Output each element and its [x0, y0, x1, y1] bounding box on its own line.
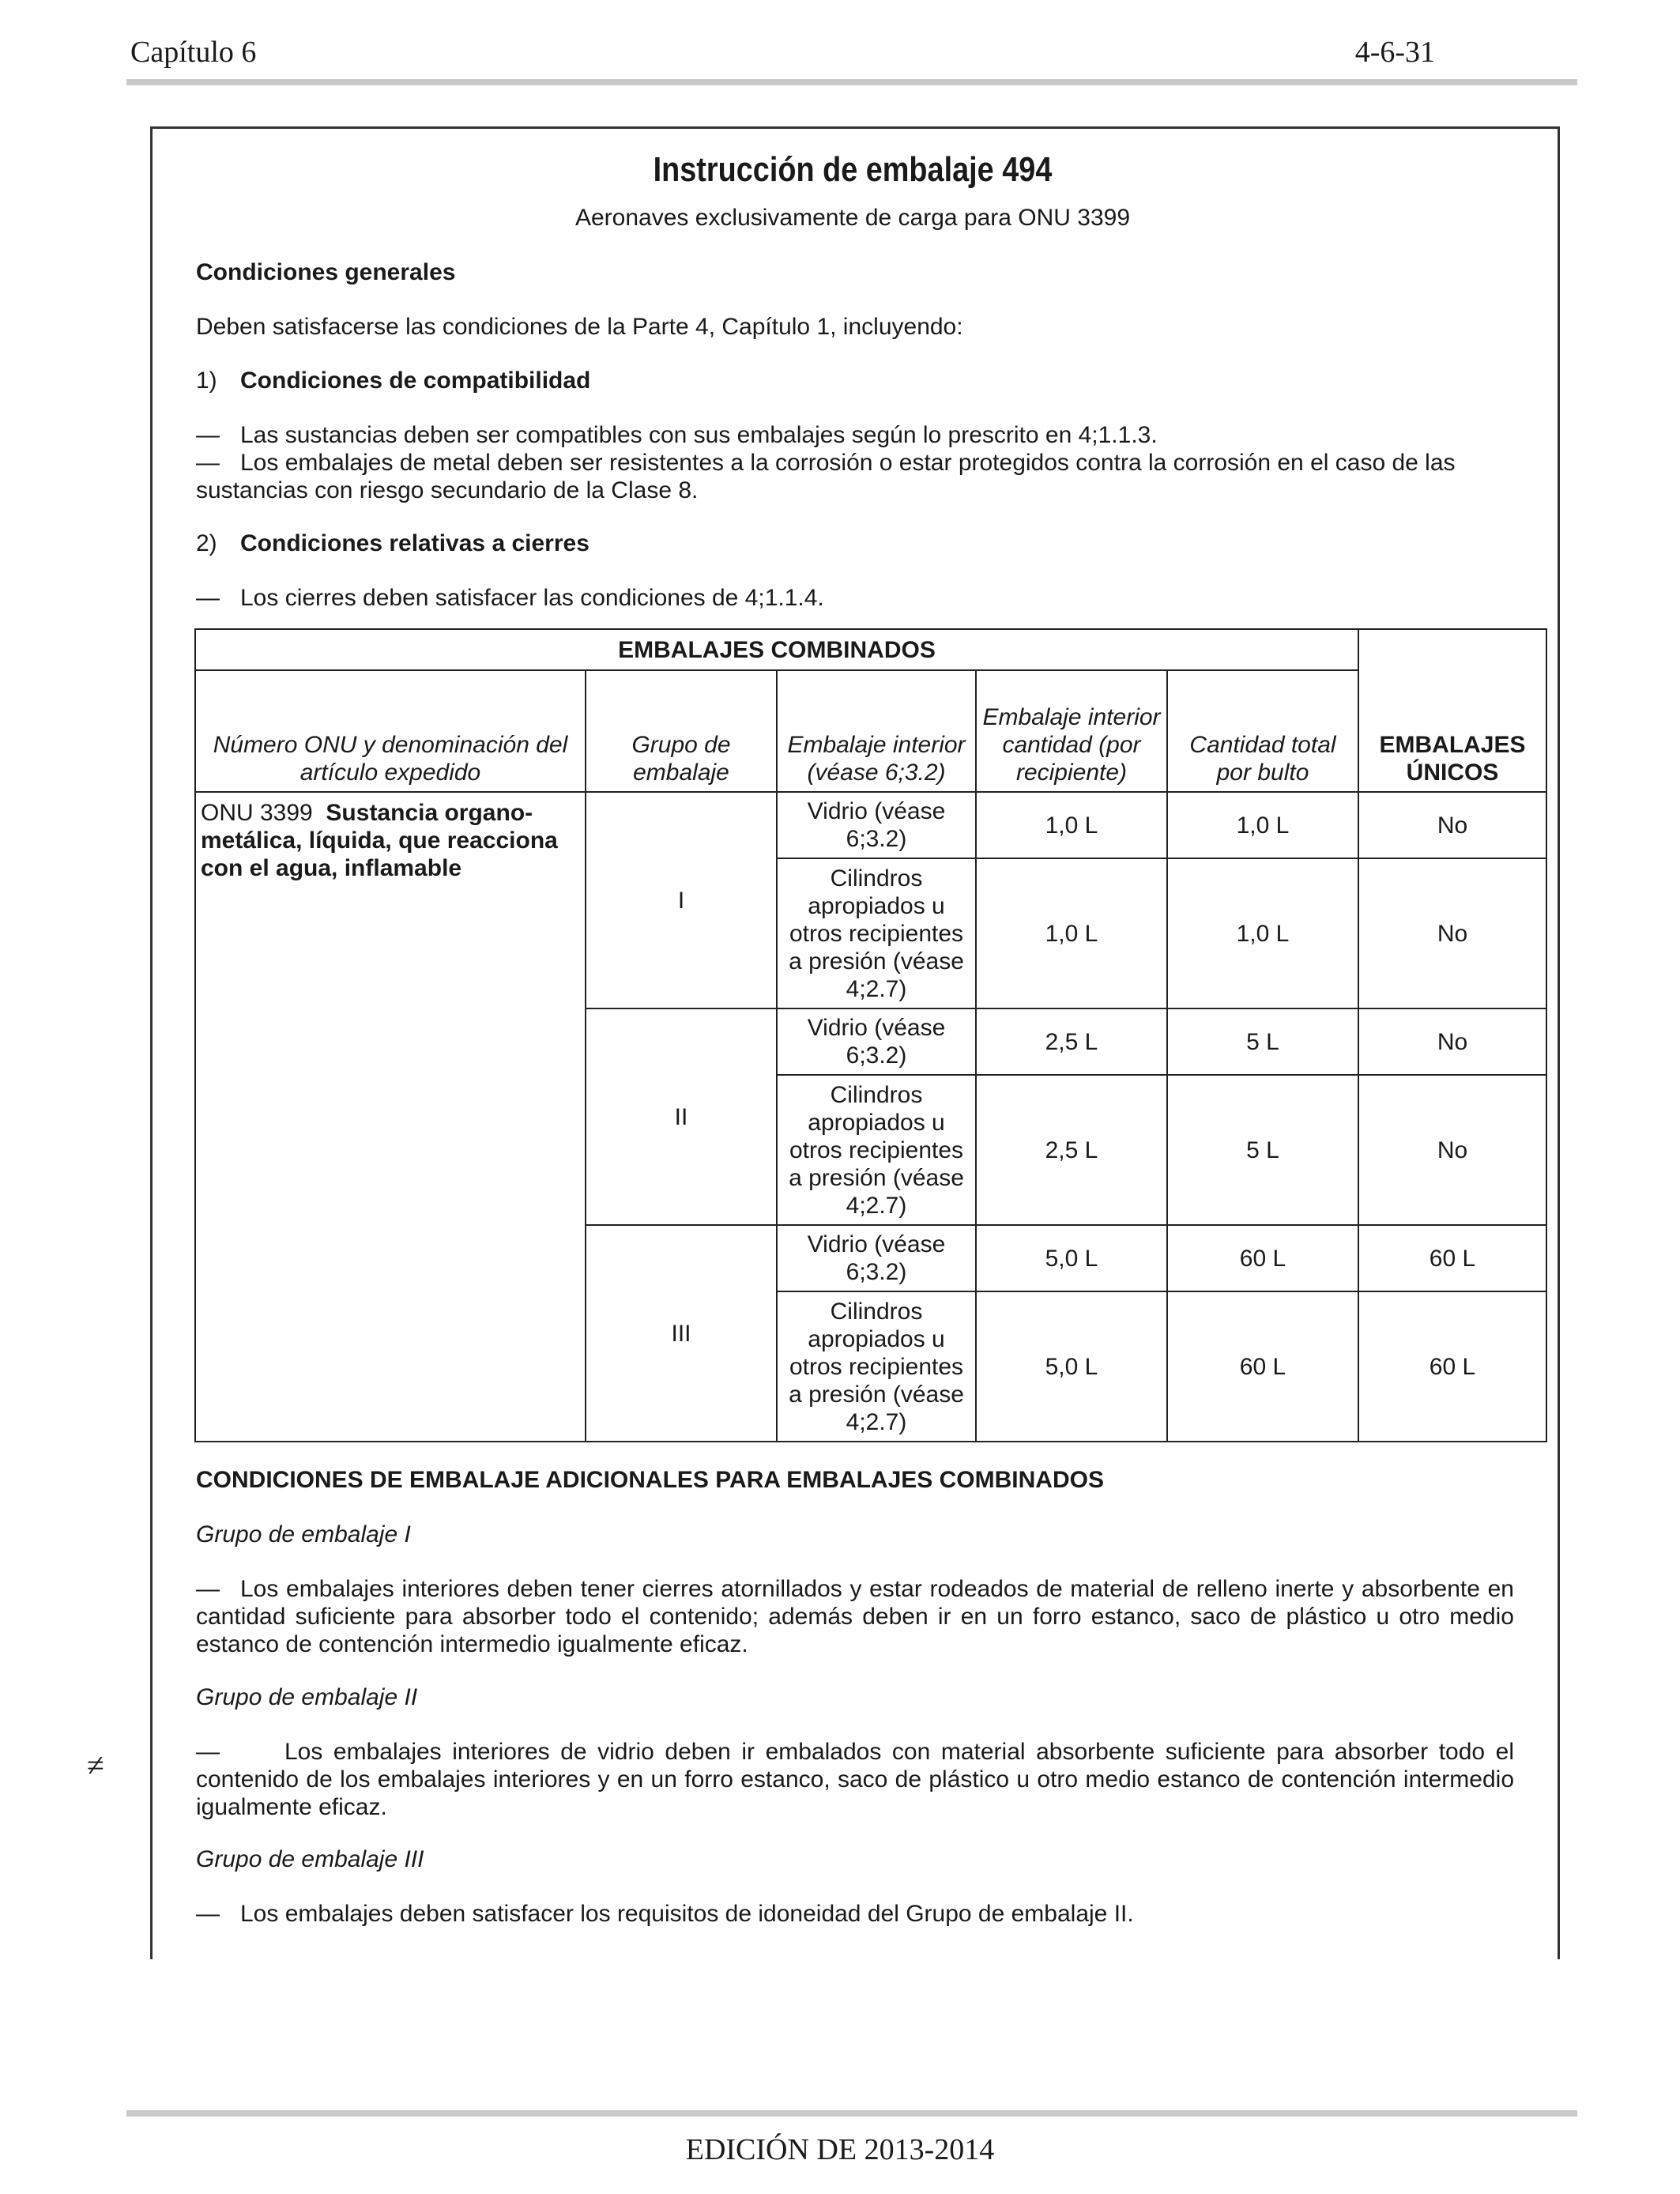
single-cell: No — [1358, 1008, 1546, 1075]
pg1-text: Los embalajes interiores deben tener cierres atornillados y estar rodeados de material de relleno inerte y absorbente en cantidad suficiente para absorber todo el contenido; además deben ir en un forro estanco, saco de plástico u otro medio estanco de contención intermedio igualmente eficaz. — [196, 1576, 1514, 1657]
inner-qty-cell: 1,0 L — [976, 792, 1167, 858]
table-header-row — [195, 629, 1546, 670]
pg2-text: Los embalajes interiores de vidrio deben ir embalados con material absorbente suficiente para absorber todo el contenido de los embalajes interiores y en un forro estanco, saco de plástico u otro medio estanco de contención intermedio igualmente eficaz. — [196, 1739, 1514, 1820]
inner-qty-cell: 2,5 L — [976, 1075, 1167, 1225]
compatibility-heading: Condiciones de compatibilidad — [240, 368, 591, 394]
total-cell: 5 L — [1167, 1008, 1358, 1075]
group-cell: II — [586, 1008, 777, 1225]
inner-cell: Vidrio (véase 6;3.2) — [777, 792, 976, 858]
table-column-header-row — [195, 670, 1546, 792]
chapter-label: Capítulo 6 — [130, 36, 257, 69]
general-conditions-intro: Deben satisfacerse las condiciones de la Parte 4, Capítulo 1, incluyendo: — [196, 314, 963, 340]
total-cell: 1,0 L — [1167, 792, 1358, 858]
em-dash: — — [196, 1739, 220, 1765]
inner-qty-cell: 5,0 L — [976, 1291, 1167, 1442]
closures-text-1: Los cierres deben satisfacer las condiciones de 4;1.1.4. — [240, 585, 824, 611]
single-cell: 60 L — [1358, 1225, 1546, 1291]
compatibility-text-1: Las sustancias deben ser compatibles con sus embalajes según lo prescrito en 4;1.1.3. — [240, 422, 1158, 448]
col-header-un: Número ONU y denominación del artículo expedido — [195, 670, 586, 792]
pg2-paragraph — [196, 1738, 1514, 1821]
closures-heading-line — [196, 530, 1514, 557]
change-mark: ≠ — [87, 1747, 104, 1783]
additional-conditions-heading: CONDICIONES DE EMBALAJE ADICIONALES PARA EMBALAJES COMBINADOS — [196, 1467, 1104, 1493]
page-subtitle: Aeronaves exclusivamente de carga para ONU 3399 — [574, 205, 1131, 231]
inner-qty-cell: 2,5 L — [976, 1008, 1167, 1075]
closures-line-1 — [196, 584, 1514, 612]
total-cell: 5 L — [1167, 1075, 1358, 1225]
combined-packaging-header: EMBALAJES COMBINADOS — [195, 629, 1358, 670]
footer-rule — [126, 2110, 1577, 2117]
em-dash: — — [196, 585, 220, 611]
page-title: Instrucción de embalaje 494 — [653, 150, 1053, 189]
total-cell: 1,0 L — [1167, 858, 1358, 1008]
col-header-total: Cantidad total por bulto — [1167, 670, 1358, 792]
closures-heading: Condiciones relativas a cierres — [240, 530, 590, 556]
em-dash: — — [196, 1901, 220, 1927]
table-row — [195, 792, 1546, 858]
item-number: 2) — [196, 530, 217, 556]
page-number: 4-6-31 — [1354, 36, 1435, 69]
pg3-text: Los embalajes deben satisfacer los requisitos de idoneidad del Grupo de embalaje II. — [240, 1901, 1134, 1927]
em-dash: — — [196, 422, 220, 448]
edition-footer: EDICIÓN DE 2013-2014 — [685, 2133, 995, 2166]
packaging-table — [194, 628, 1547, 1442]
pg3-paragraph — [196, 1900, 1514, 1928]
group-cell: I — [586, 792, 777, 1008]
total-cell: 60 L — [1167, 1225, 1358, 1291]
compatibility-heading-line — [196, 367, 1514, 394]
inner-cell: Vidrio (véase 6;3.2) — [777, 1225, 976, 1291]
pg1-paragraph — [196, 1575, 1514, 1658]
col-header-inner: Embalaje interior (véase 6;3.2) — [777, 670, 976, 792]
header-rule — [126, 79, 1577, 85]
single-cell: 60 L — [1358, 1291, 1546, 1442]
col-header-group: Grupo de embalaje — [586, 670, 777, 792]
un-number: ONU 3399 — [201, 800, 313, 826]
em-dash: — — [196, 1576, 220, 1602]
compatibility-line-1 — [196, 421, 1514, 449]
un-entry-cell — [195, 792, 586, 1442]
group-cell: III — [586, 1225, 777, 1442]
un-name: Sustancia organo-metálica, líquida, que reacciona con el agua, inflamable — [201, 800, 558, 881]
col-header-inner-qty: Embalaje interior cantidad (por recipiente) — [976, 670, 1167, 792]
inner-cell: Cilindros apropiados u otros recipientes a presión (véase 4;2.7) — [777, 1075, 976, 1225]
pg3-heading: Grupo de embalaje III — [196, 1846, 424, 1872]
single-packaging-header: EMBALAJES ÚNICOS — [1358, 629, 1546, 792]
compatibility-line-2 — [196, 449, 1514, 504]
compatibility-text-2: Los embalajes de metal deben ser resistentes a la corrosión o estar protegidos contra la corrosión en el caso de las sustancias con riesgo secundario de la Clase 8. — [196, 450, 1456, 503]
em-dash: — — [196, 450, 220, 476]
single-cell: No — [1358, 1075, 1546, 1225]
single-cell: No — [1358, 858, 1546, 1008]
general-conditions-heading: Condiciones generales — [196, 259, 456, 285]
item-number: 1) — [196, 368, 217, 394]
inner-cell: Cilindros apropiados u otros recipientes a presión (véase 4;2.7) — [777, 1291, 976, 1442]
pg1-heading: Grupo de embalaje I — [196, 1521, 411, 1547]
pg2-heading: Grupo de embalaje II — [196, 1684, 418, 1710]
inner-cell: Vidrio (véase 6;3.2) — [777, 1008, 976, 1075]
inner-qty-cell: 5,0 L — [976, 1225, 1167, 1291]
inner-qty-cell: 1,0 L — [976, 858, 1167, 1008]
single-cell: No — [1358, 792, 1546, 858]
inner-cell: Cilindros apropiados u otros recipientes a presión (véase 4;2.7) — [777, 858, 976, 1008]
total-cell: 60 L — [1167, 1291, 1358, 1442]
